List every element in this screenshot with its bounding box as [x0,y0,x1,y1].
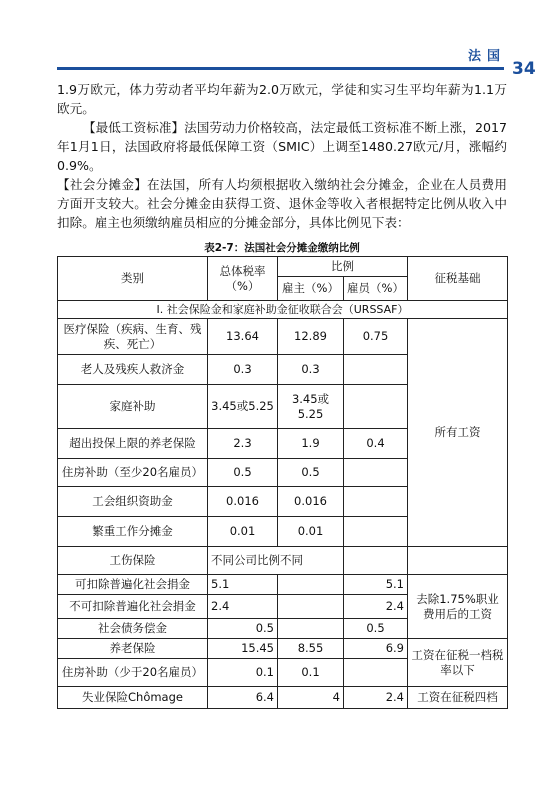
row-employee [344,517,408,547]
row-employee: 0.4 [344,429,408,459]
contribution-table [57,256,508,709]
row-employee: 0.75 [344,319,408,355]
row-category: 家庭补助 [58,385,208,429]
row-employee [344,659,408,687]
row-employer [278,619,344,639]
table-row [58,687,508,709]
row-employer: 0.3 [278,355,344,385]
row-tax-base-empty [408,547,508,575]
header-employee: 雇员（%） [344,277,408,301]
row-total: 0.016 [208,487,278,517]
row-total: 5.1 [208,575,278,595]
tax-base-all-wages: 所有工资 [408,319,508,547]
row-category: 可扣除普遍化社会捐金 [58,575,208,595]
row-total: 2.4 [208,595,278,619]
paragraph-min-wage: 【最低工资标准】法国劳动力价格较高，法定最低工资标准不断上涨，2017年1月1日，法国政府将最低保障工资（SMIC）上调至1480.27欧元/月，涨幅约0.9%。 [57,120,507,173]
row-merged-note: 不同公司比例不同 [208,547,344,575]
row-employer: 8.55 [278,639,344,659]
tax-base-below-first-band: 工资在征税一档税率以下 [408,639,508,687]
row-employer: 1.9 [278,429,344,459]
row-employer: 3.45或5.25 [278,385,344,429]
row-category: 繁重工作分摊金 [58,517,208,547]
row-employee: 2.4 [344,595,408,619]
body-text [57,80,507,232]
header-category: 类别 [58,257,208,301]
row-category: 工伤保险 [58,547,208,575]
table-row [58,547,508,575]
row-category: 超出投保上限的养老保险 [58,429,208,459]
row-employer: 0.01 [278,517,344,547]
row-total: 0.1 [208,659,278,687]
row-category: 住房补助（至少20名雇员） [58,459,208,487]
paragraph-social-contribution: 【社会分摊金】在法国，所有人均须根据收入缴纳社会分摊金，企业在人员费用方面开支较大。社会分摊金由获得工资、退休金等收入者根据特定比例从收入中扣除。雇主也须缴纳雇员相应的分摊金部分，具体比例见下表： [57,177,507,230]
row-category: 住房补助（少于20名雇员） [58,659,208,687]
header-total-rate: 总体税率（%） [208,257,278,301]
row-category: 老人及残疾人救济金 [58,355,208,385]
header-country: 法国 [468,49,507,64]
row-total: 3.45或5.25 [208,385,278,429]
row-employee [344,385,408,429]
row-category: 社会债务偿金 [58,619,208,639]
table-row [58,639,508,659]
row-category: 养老保险 [58,639,208,659]
tax-base-after-deduction: 去除1.75%职业费用后的工资 [408,575,508,639]
row-total: 0.5 [208,619,278,639]
row-employee [344,355,408,385]
table-row [58,575,508,595]
paragraph-salary: 1.9万欧元，体力劳动者平均年薪为2.0万欧元，学徒和实习生平均年薪为1.1万欧元。 [57,82,507,116]
row-employee: 5.1 [344,575,408,595]
row-total: 0.5 [208,459,278,487]
row-employer: 4 [278,687,344,709]
section-urssaf: I. 社会保险金和家庭补助金征收联合会（URSSAF） [58,301,508,319]
row-employer [278,595,344,619]
row-category: 工会组织资助金 [58,487,208,517]
row-employee [344,459,408,487]
row-employee: 6.9 [344,639,408,659]
row-employee [344,487,408,517]
header-employer: 雇主（%） [278,277,344,301]
row-total: 0.3 [208,355,278,385]
row-total: 2.3 [208,429,278,459]
header-rule [57,67,504,70]
table-caption: 表2-7：法国社会分摊金缴纳比例 [204,242,360,254]
row-employee: 0.5 [344,619,408,639]
row-total: 6.4 [208,687,278,709]
row-employer: 0.1 [278,659,344,687]
header-tax-base: 征税基础 [408,257,508,301]
row-total: 15.45 [208,639,278,659]
row-category: 医疗保险（疾病、生育、残疾、死亡） [58,319,208,355]
page-number: 34 [512,59,536,79]
row-employee [344,547,408,575]
row-category: 不可扣除普遍化社会捐金 [58,595,208,619]
row-total: 13.64 [208,319,278,355]
row-employer: 12.89 [278,319,344,355]
row-employee: 2.4 [344,687,408,709]
row-employer: 0.5 [278,459,344,487]
tax-base-below-fourth-band: 工资在征税四档 [408,687,508,709]
row-employer: 0.016 [278,487,344,517]
table-row [58,319,508,355]
row-total: 0.01 [208,517,278,547]
row-category: 失业保险Chômage [58,687,208,709]
header-ratio: 比例 [278,257,408,277]
row-employer [278,575,344,595]
